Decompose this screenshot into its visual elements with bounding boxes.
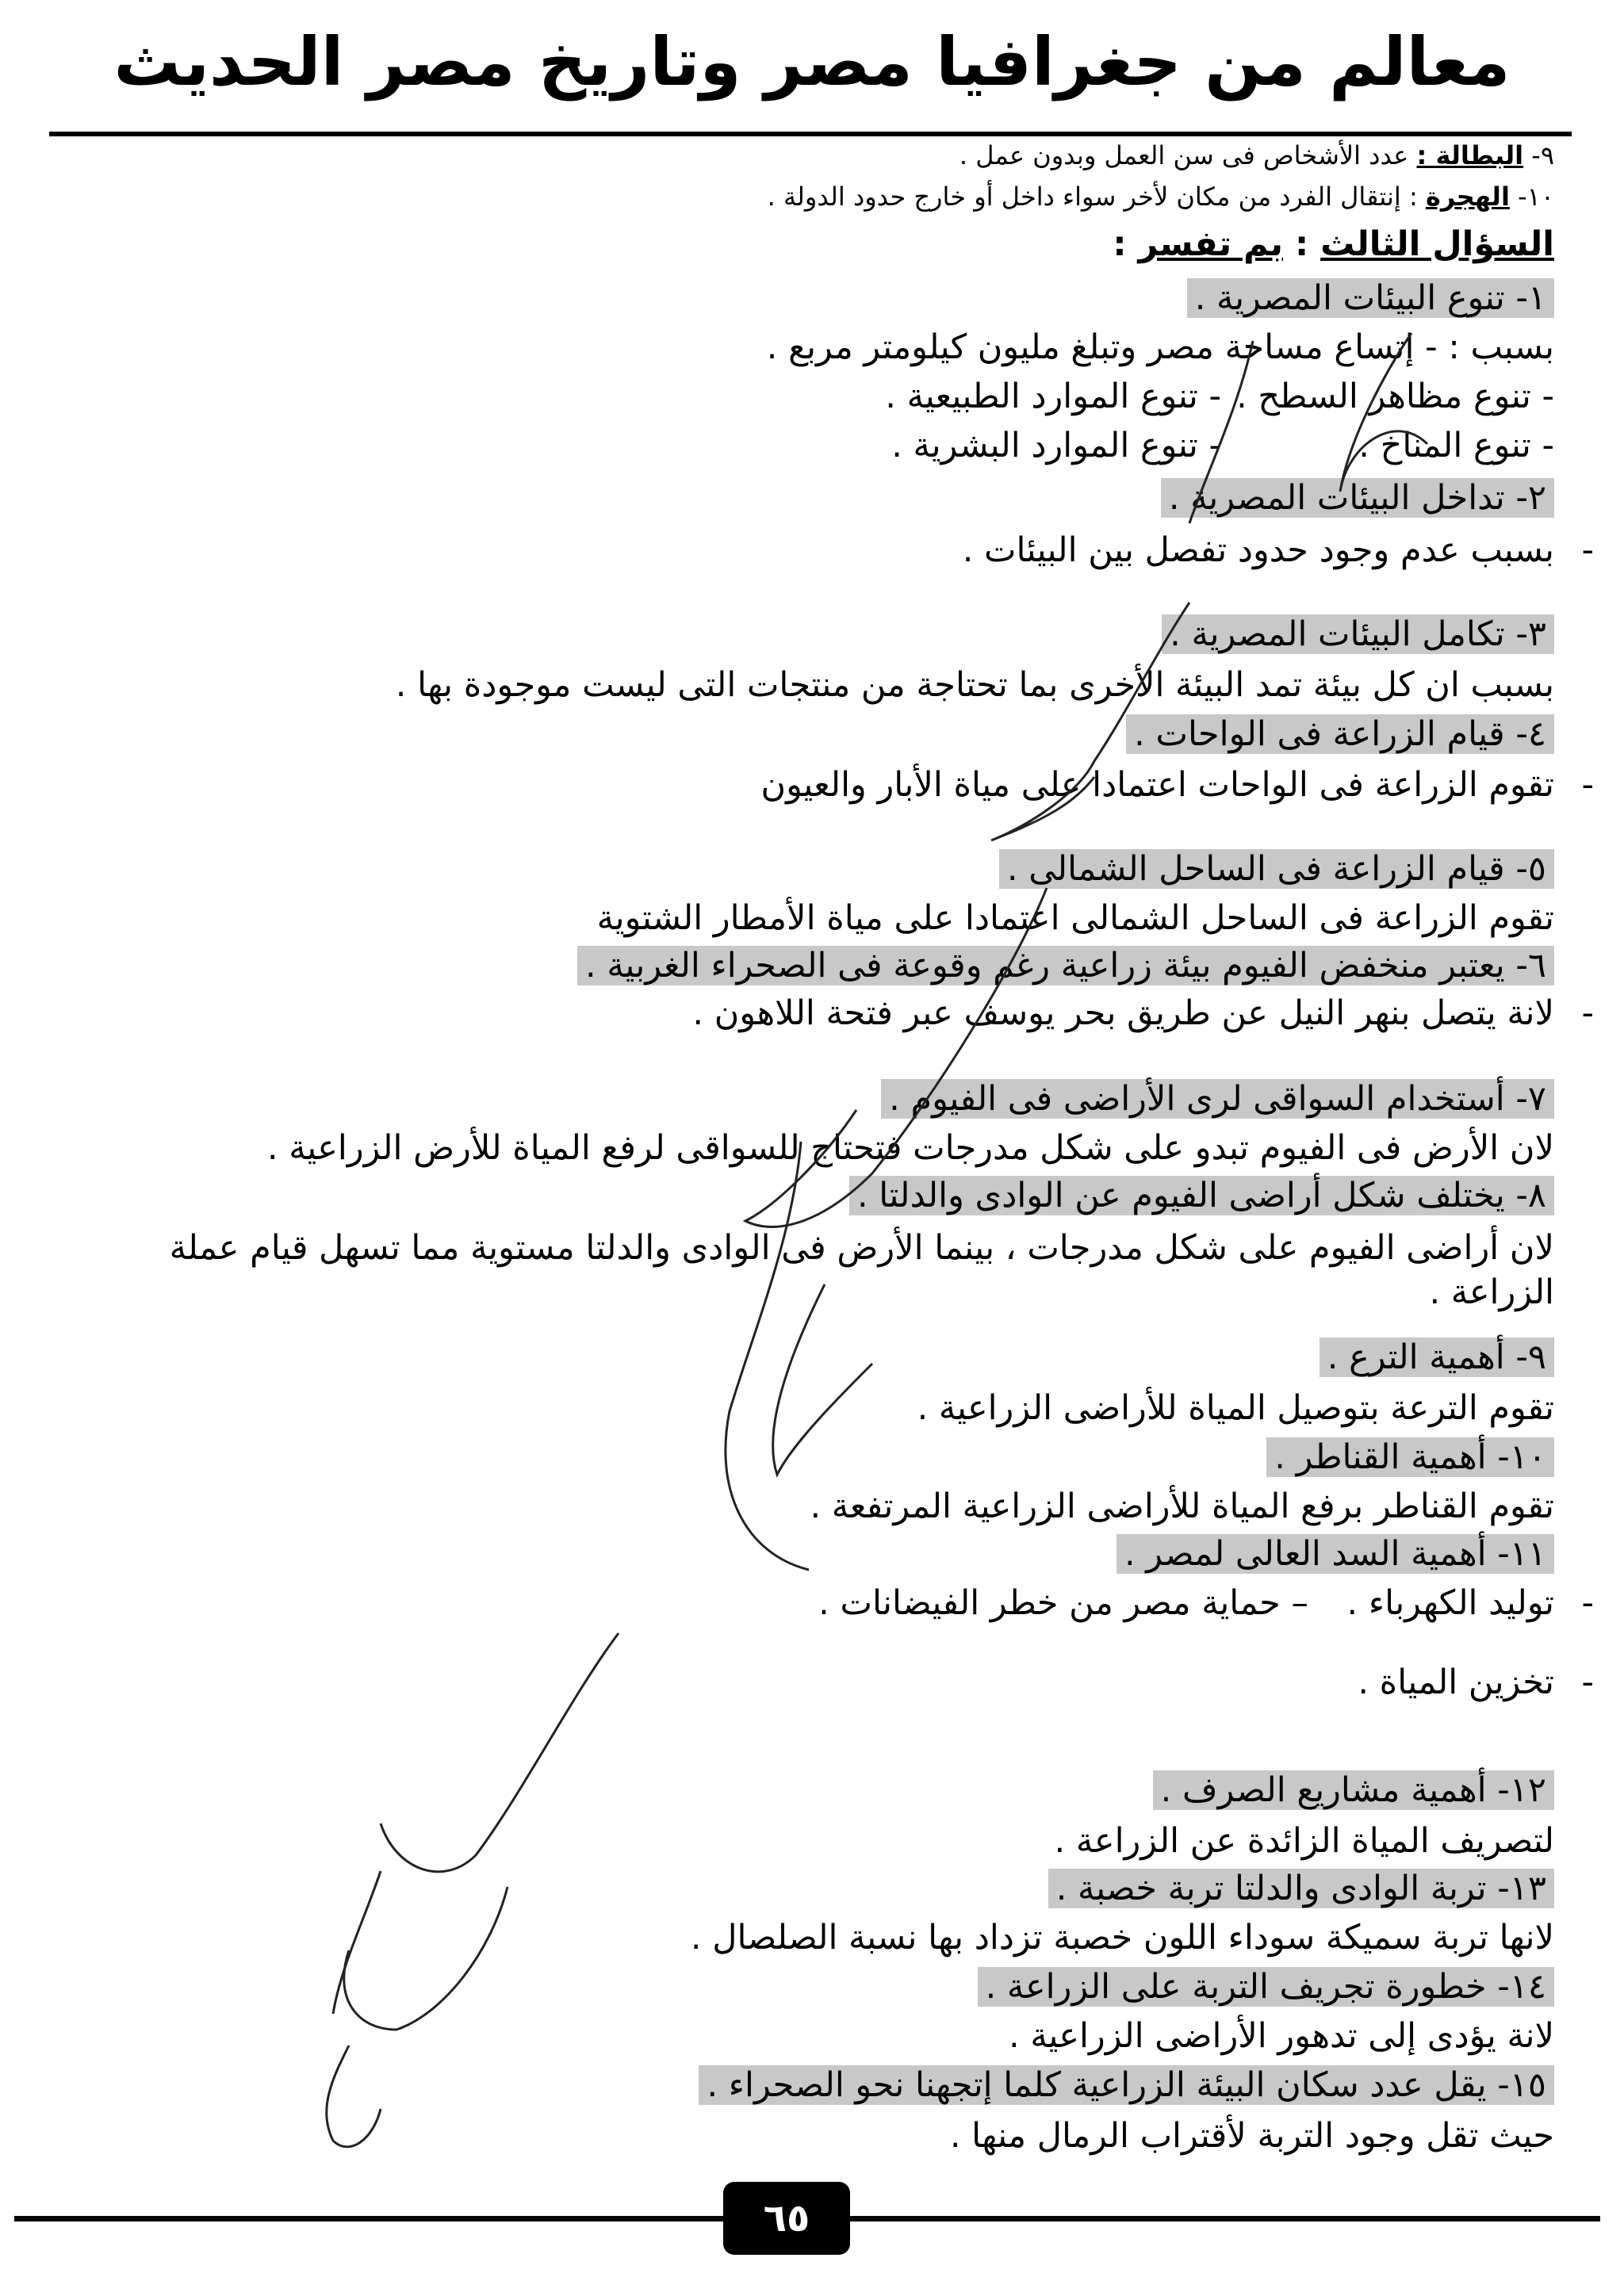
item-12-heading: ١٢- أهمية مشاريع الصرف . xyxy=(1153,1768,1554,1812)
page-number: ٦٥ xyxy=(723,2182,850,2255)
item-4-answer: - تقوم الزراعة فى الواحات اعتمادا على مياة الأبار والعيون xyxy=(760,765,1594,805)
item-9-answer: تقوم الترعة بتوصيل المياة للأراضى الزراعية . xyxy=(917,1388,1554,1428)
item-13-heading: ١٣- تربة الوادى والدلتا تربة خصبة . xyxy=(1048,1866,1554,1911)
item-12-answer: لتصريف المياة الزائدة عن الزراعة . xyxy=(1054,1821,1554,1861)
item-10-answer: تقوم القناطر برفع المياة للأراضى الزراعية المرتفعة . xyxy=(810,1487,1554,1526)
item-14-answer: لانة يؤدى إلى تدهور الأراضى الزراعية . xyxy=(1009,2016,1554,2056)
item-11-answer-2: - تخزين المياة . xyxy=(1358,1663,1594,1702)
item-7-answer: لان الأرض فى الفيوم تبدو على شكل مدرجات فتحتاج للسواقى لرفع المياة للأرض الزراعية . xyxy=(266,1128,1554,1168)
item-15-answer: حيث تقل وجود التربة لأقتراب الرمال منها . xyxy=(949,2116,1554,2156)
item-14-heading: ١٤- خطورة تجريف التربة على الزراعة . xyxy=(978,1965,1554,2009)
item-1-heading: ١- تنوع البيئات المصرية . xyxy=(1187,276,1554,320)
item-4-heading: ٤- قيام الزراعة فى الواحات . xyxy=(1126,712,1554,756)
item-3-heading: ٣- تكامل البيئات المصرية . xyxy=(1162,612,1554,656)
item-6-answer: - لانة يتصل بنهر النيل عن طريق بحر يوسف عبر فتحة اللاهون . xyxy=(692,993,1594,1033)
item-8-heading: ٨- يختلف شكل أراضى الفيوم عن الوادى والدلتا . xyxy=(849,1173,1554,1218)
item-6-heading: ٦- يعتبر منخفض الفيوم بيئة زراعية رغم وقوعة فى الصحراء الغربية . xyxy=(577,943,1554,988)
definition-9: ٩- البطالة : عدد الأشخاص فى سن العمل وبدون عمل . xyxy=(959,140,1554,170)
item-2-heading: ٢- تداخل البيئات المصرية . xyxy=(1161,476,1554,520)
item-15-heading: ١٥- يقل عدد سكان البيئة الزراعية كلما إتجهنا نحو الصحراء . xyxy=(699,2063,1554,2107)
item-1-lead: بسبب : - إتساع مساحة مصر وتبلغ مليون كيلومتر مربع . xyxy=(766,327,1554,367)
item-13-answer: لانها تربة سميكة سوداء اللون خصبة تزداد بها نسبة الصلصال . xyxy=(690,1918,1554,1957)
question-heading: السؤال الثالث : بم تفسر : xyxy=(1113,224,1554,264)
item-10-heading: ١٠- أهمية القناطر . xyxy=(1266,1435,1554,1479)
item-8-answer: لان أراضى الفيوم على شكل مدرجات ، بينما الأرض فى الوادى والدلتا مستوية مما تسهل قيام عملة الزراعة . xyxy=(169,1228,1554,1312)
item-5-answer: تقوم الزراعة فى الساحل الشمالى اعتمادا على مياة الأمطار الشتوية xyxy=(596,898,1554,938)
item-3-answer: بسبب ان كل بيئة تمد البيئة الأخرى بما تحتاجة من منتجات التى ليست موجودة بها . xyxy=(395,665,1554,705)
item-9-heading: ٩- أهمية الترع . xyxy=(1320,1335,1554,1380)
item-7-heading: ٧- أستخدام السواقى لرى الأراضى فى الفيوم . xyxy=(881,1077,1554,1121)
header-rule xyxy=(49,132,1572,136)
item-5-heading: ٥- قيام الزراعة فى الساحل الشمالى . xyxy=(999,847,1554,891)
page-title: معالم من جغرافيا مصر وتاريخ مصر الحديث xyxy=(113,23,1511,101)
definition-10: ١٠- الهجرة : إنتقال الفرد من مكان لأخر سواء داخل أو خارج حدود الدولة . xyxy=(767,182,1554,212)
item-11-heading: ١١- أهمية السد العالى لمصر . xyxy=(1116,1532,1554,1576)
item-2-answer: - بسبب عدم وجود حدود تفصل بين البيئات . xyxy=(962,530,1594,570)
